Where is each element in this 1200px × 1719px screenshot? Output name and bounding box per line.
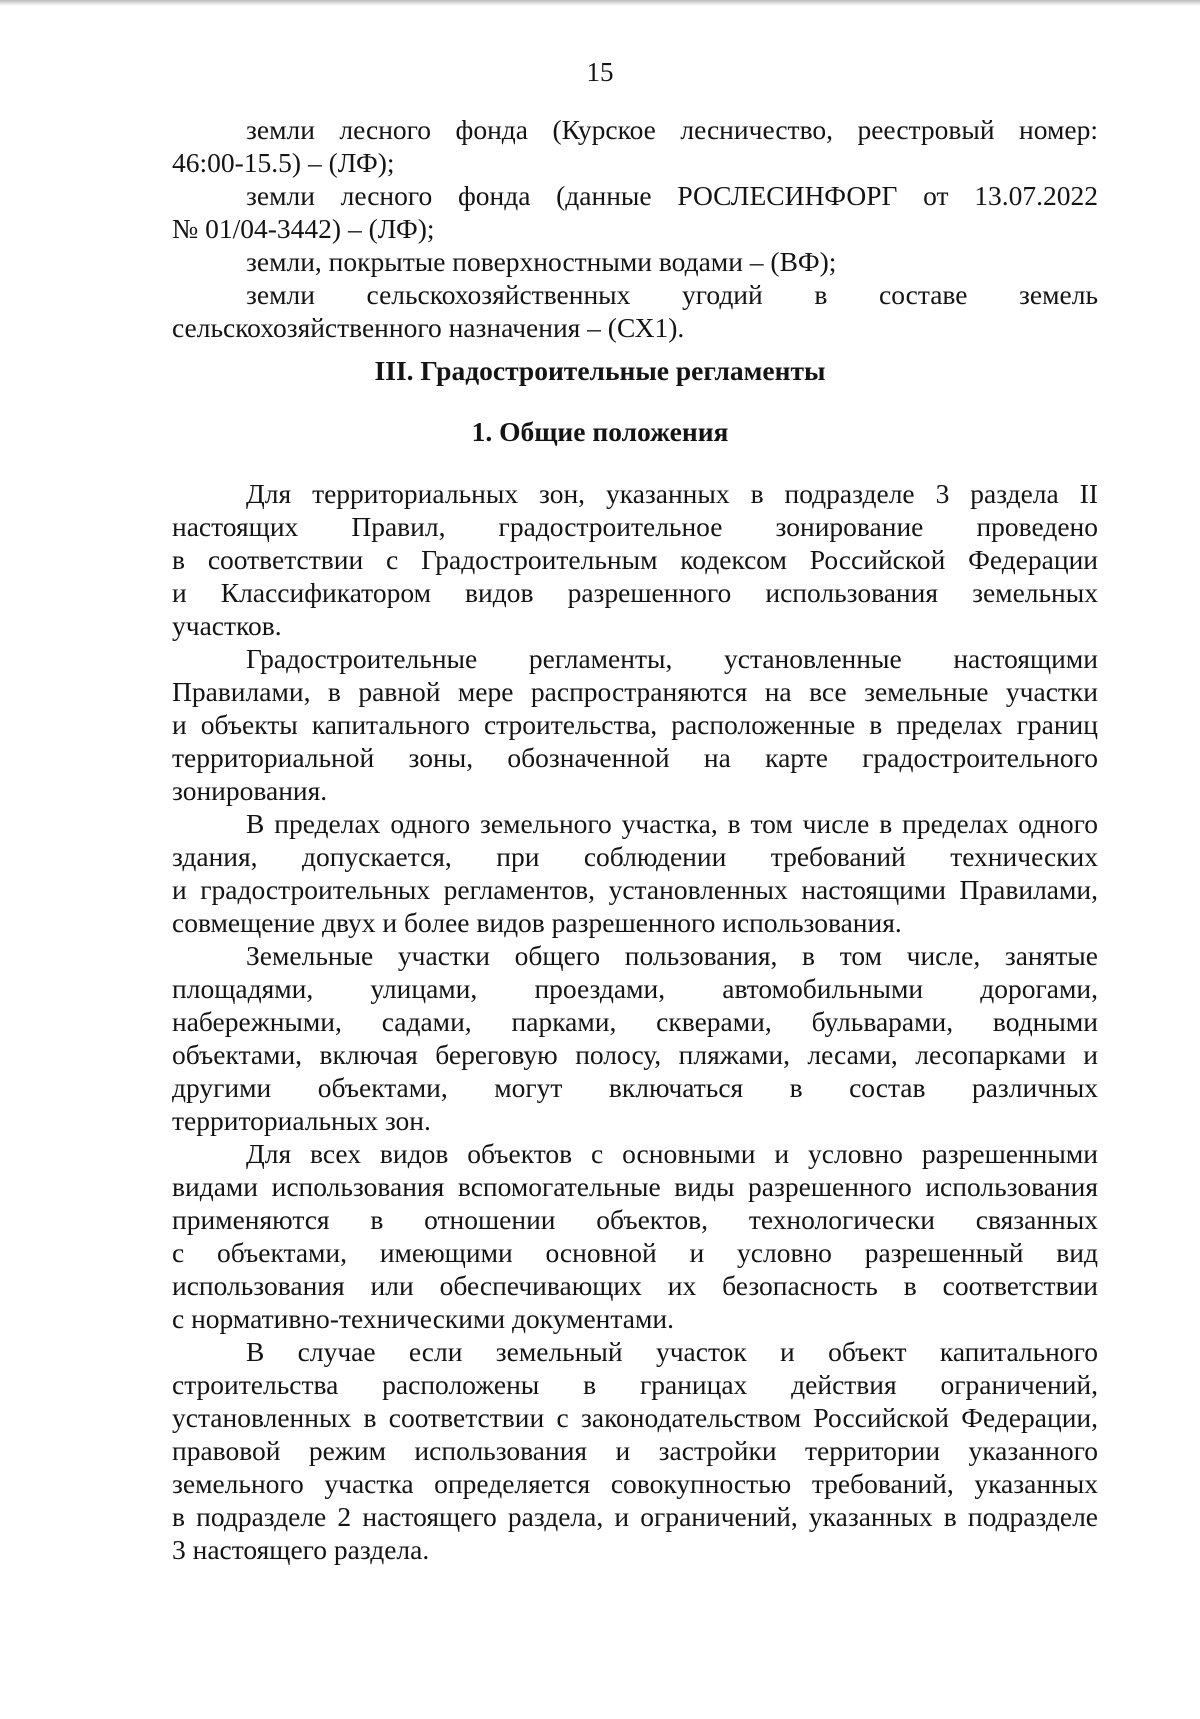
page-number: 15 (586, 57, 614, 87)
text-line: В пределах одного земельного участка, в том числе в пределах одного (246, 808, 1098, 839)
text-line: 3 настоящего раздела. (172, 1534, 430, 1565)
text-line: видами использования вспомогательные виды разрешенного использования (172, 1171, 1098, 1202)
text-line: использования или обеспечивающих их безопасность в соответствии (172, 1270, 1098, 1301)
subsection-heading: 1. Общие положения (471, 416, 729, 447)
text-line: применяются в отношении объектов, технологически связанных (172, 1204, 1098, 1235)
text-line: совмещение двух и более видов разрешенного использования. (172, 907, 902, 938)
text-line: территориальной зоны, обозначенной на карте градостроительного (172, 742, 1098, 773)
text-line: объектами, включая береговую полосу, пляжами, лесами, лесопарками и (172, 1039, 1098, 1070)
text-line: сельскохозяйственного назначения – (СХ1). (172, 312, 685, 343)
text-line: с объектами, имеющими основной и условно разрешенный вид (172, 1237, 1098, 1268)
text-line: площадями, улицами, проездами, автомобильными дорогами, (172, 973, 1098, 1004)
land-categories-list (172, 113, 1098, 344)
text-line: территориальных зон. (172, 1105, 431, 1136)
text-line: другими объектами, могут включаться в состав различных (172, 1072, 1098, 1103)
text-line: настоящих Правил, градостроительное зонирование проведено (172, 511, 1098, 542)
text-line: участков. (172, 610, 282, 641)
general-provisions-text (172, 477, 1098, 1566)
text-line: и объекты капитального строительства, расположенные в пределах границ (172, 709, 1098, 740)
text-line: Для территориальных зон, указанных в подразделе 3 раздела II (246, 478, 1098, 509)
text-line: с нормативно-техническими документами. (172, 1303, 674, 1334)
text-line: земли лесного фонда (Курское лесничество, реестровый номер: (246, 114, 1098, 145)
text-line: В случае если земельный участок и объект капитального (246, 1336, 1098, 1367)
text-line: Правилами, в равной мере распространяются на все земельные участки (172, 676, 1098, 707)
text-line: Земельные участки общего пользования, в том числе, занятые (246, 940, 1098, 971)
text-line: и Классификатором видов разрешенного использования земельных (172, 577, 1098, 608)
text-line: земли, покрытые поверхностными водами – (ВФ); (246, 246, 837, 277)
text-line: земли сельскохозяйственных угодий в составе земель (246, 279, 1098, 310)
text-line: 46:00-15.5) – (ЛФ); (172, 147, 395, 178)
section-heading: III. Градостроительные регламенты (374, 355, 826, 386)
text-line: здания, допускается, при соблюдении требований технических (172, 841, 1098, 872)
text-line: земли лесного фонда (данные РОСЛЕСИНФОРГ от 13.07.2022 (246, 180, 1098, 211)
text-line: Для всех видов объектов с основными и условно разрешенными (246, 1138, 1098, 1169)
text-line: в подразделе 2 настоящего раздела, и ограничений, указанных в подразделе (172, 1501, 1098, 1532)
text-line: Градостроительные регламенты, установленные настоящими (246, 643, 1098, 674)
text-line: строительства расположены в границах действия ограничений, (172, 1369, 1098, 1400)
text-line: и градостроительных регламентов, установленных настоящими Правилами, (172, 874, 1098, 905)
text-line: № 01/04-3442) – (ЛФ); (172, 213, 435, 244)
text-line: установленных в соответствии с законодательством Российской Федерации, (172, 1402, 1098, 1433)
text-line: правовой режим использования и застройки территории указанного (172, 1435, 1098, 1466)
scan-edge (0, 0, 1200, 6)
text-line: зонирования. (172, 775, 328, 806)
text-line: в соответствии с Градостроительным кодексом Российской Федерации (172, 544, 1098, 575)
text-line: набережными, садами, парками, скверами, бульварами, водными (172, 1006, 1098, 1037)
text-line: земельного участка определяется совокупностью требований, указанных (172, 1468, 1098, 1499)
